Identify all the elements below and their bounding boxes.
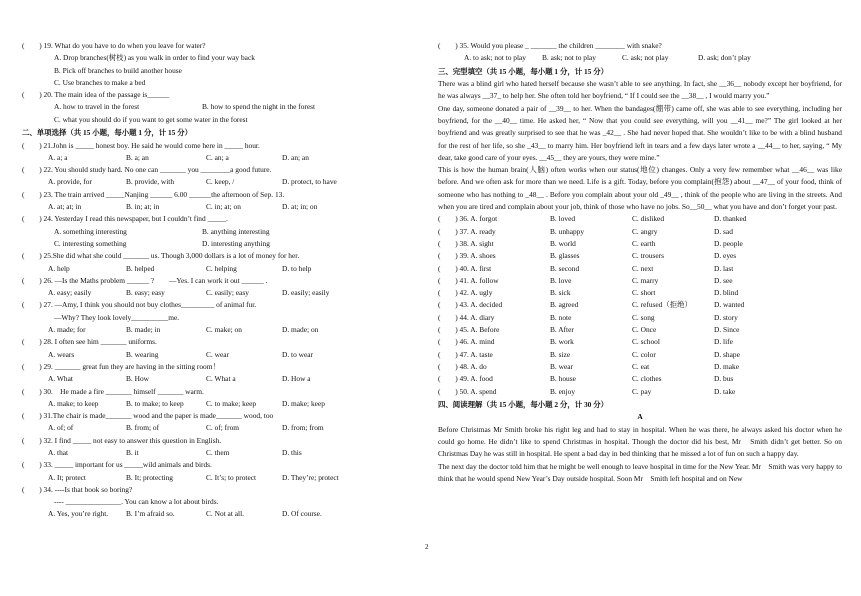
options-row bbox=[22, 472, 420, 484]
cloze-option: ( ) 41. A. follow bbox=[438, 275, 499, 285]
option-line: ---- _______________. You can know a lot about birds. bbox=[54, 497, 219, 507]
options-row bbox=[22, 349, 420, 361]
cloze-option: B. house bbox=[550, 374, 576, 384]
option: B. It; protecting bbox=[126, 472, 174, 482]
paragraph: The next day the doctor told him that he might be well enough to leave hospital in time for the New Year. Mr Smith was very happy to think that he would spend New Year’s Day outside hospital. Soon Mr Smith left hospital and on New bbox=[438, 461, 842, 483]
cloze-option: C. short bbox=[632, 288, 656, 298]
option: B. how to spend the night in the forest bbox=[202, 102, 316, 112]
option: B. from; of bbox=[126, 423, 160, 433]
question-line: ( ) 30. He made a fire _______ himself _______ warm. bbox=[22, 386, 204, 396]
cloze-option: C. school bbox=[632, 337, 660, 347]
option-line: C. what you should do if you want to get some water in the forest bbox=[54, 114, 248, 124]
option: D. interesting anything bbox=[202, 238, 270, 248]
option: A. how to travel in the forest bbox=[54, 102, 140, 112]
options-row bbox=[22, 101, 420, 113]
option: C. It’s; to protect bbox=[206, 472, 257, 482]
cloze-option: D. story bbox=[714, 312, 738, 322]
cloze-option: C. clothes bbox=[632, 374, 662, 384]
cloze-option: B. glasses bbox=[550, 251, 580, 261]
option: B. ask; not to play bbox=[542, 53, 596, 63]
option: D. protect, to have bbox=[282, 177, 337, 187]
option: C. What a bbox=[206, 374, 236, 384]
cloze-option-row bbox=[438, 213, 842, 225]
option: C. keep, / bbox=[206, 177, 235, 187]
option: C. them bbox=[206, 448, 230, 457]
cloze-option: ( ) 45. A. Before bbox=[438, 325, 500, 335]
cloze-option-row bbox=[438, 349, 842, 361]
cloze-option-row bbox=[438, 226, 842, 238]
option: B. I’m afraid so. bbox=[126, 509, 175, 519]
question-line: ( ) 28. I often see him _______ uniforms. bbox=[22, 337, 157, 347]
options-row bbox=[22, 287, 420, 299]
cloze-option: D. shape bbox=[714, 349, 740, 359]
cloze-option: C. marry bbox=[632, 275, 659, 285]
cloze-option: B. unhappy bbox=[550, 226, 585, 236]
cloze-option: C. Once bbox=[632, 325, 657, 335]
option: D. easily; easily bbox=[282, 288, 330, 298]
cloze-option: ( ) 48. A. do bbox=[438, 361, 487, 371]
section-header: 二、单项选择（共 15 小题，每小题 1 分，计 15 分） bbox=[22, 128, 192, 138]
cloze-option: D. people bbox=[714, 238, 743, 248]
question-line: ( ) 33. _____ important for us _____wild animals and birds. bbox=[22, 460, 212, 470]
question-line: ( ) 22. You should study hard. No one can _______ you ________a good future. bbox=[22, 165, 272, 175]
option: D. an; an bbox=[282, 152, 309, 162]
option: B. wearing bbox=[126, 349, 159, 359]
cloze-option: B. sick bbox=[550, 288, 571, 298]
option: B. it bbox=[126, 448, 139, 457]
cloze-option: ( ) 46. A. mind bbox=[438, 337, 495, 347]
question-line: ( ) 23. The train arrived _____Nanjing ______ 6.00 ______the afternoon of Sep. 13. bbox=[22, 189, 285, 199]
option: B. easy; easy bbox=[126, 288, 165, 298]
cloze-option: D. eyes bbox=[714, 251, 737, 261]
option: B. made; in bbox=[126, 325, 161, 335]
option: C. make; on bbox=[206, 325, 242, 335]
option: C. to make; keep bbox=[206, 398, 257, 408]
option: A. help bbox=[48, 263, 70, 273]
options-row bbox=[22, 447, 420, 459]
cloze-option: B. loved bbox=[550, 214, 576, 224]
cloze-option: B. world bbox=[550, 238, 576, 248]
left-column bbox=[22, 40, 420, 521]
cloze-option: D. make bbox=[714, 361, 740, 371]
cloze-option: C. color bbox=[632, 349, 656, 359]
option: A. make; to keep bbox=[48, 398, 99, 408]
cloze-option: B. work bbox=[550, 337, 574, 347]
option: B. helped bbox=[126, 263, 155, 273]
cloze-passage bbox=[438, 78, 842, 213]
option: C. an; a bbox=[206, 152, 229, 162]
question-line: ( ) 20. The main idea of the passage is______ bbox=[22, 90, 170, 100]
cloze-option: D. bus bbox=[714, 374, 734, 384]
cloze-option-row bbox=[438, 312, 842, 324]
cloze-option: B. wear bbox=[550, 361, 573, 371]
question-line: ( ) 24. Yesterday I read this newspaper, but I couldn’t find _____. bbox=[22, 214, 228, 224]
cloze-option: D. life bbox=[714, 337, 733, 347]
option: A. Yes, you’re right. bbox=[48, 509, 109, 519]
question-line: ( ) 25.She did what she could _______ us. Though 3,000 dollars is a lot of money for her. bbox=[22, 251, 300, 261]
question-line: ( ) 19. What do you have to do when you leave for water? bbox=[22, 41, 206, 50]
cloze-option: ( ) 44. A. diary bbox=[438, 312, 495, 322]
cloze-option: C. next bbox=[632, 263, 654, 273]
paragraph: Before Christmas Mr Smith broke his right leg and had to stay in hospital. When he was there, he always asked his doctor when he could go home. He didn’t like to spend Christmas in hospital. Though the doctor did his best, Mr Smith didn’t get better. So on Christmas Day he was still in hospital. He spent a bad day in bed thinking that he missed a lot of fun on such a happy day. bbox=[438, 424, 842, 459]
cloze-option: ( ) 40. A. first bbox=[438, 263, 492, 273]
question-line: ( ) 32. I find _____ not easy to answer this question in English. bbox=[22, 435, 222, 445]
cloze-option: C. earth bbox=[632, 238, 656, 248]
option: B. How bbox=[126, 374, 149, 384]
question-line: ( ) 29. _______ great fun they are having in the sitting room！ bbox=[22, 361, 220, 371]
options-row bbox=[22, 152, 420, 164]
cloze-option: ( ) 42. A. ugly bbox=[438, 288, 493, 298]
cloze-option-row bbox=[438, 263, 842, 275]
option-line: C. Use branches to make a bed bbox=[54, 77, 146, 87]
cloze-option: D. thanked bbox=[714, 214, 747, 224]
question-line: ( ) 35. Would you please _ _______ the children ________ with snake? bbox=[438, 41, 662, 50]
options-row bbox=[22, 508, 420, 520]
cloze-options bbox=[438, 213, 842, 397]
cloze-option-row bbox=[438, 386, 842, 398]
cloze-option: B. After bbox=[550, 325, 574, 335]
option: D. They’re; protect bbox=[282, 472, 339, 482]
options-row bbox=[22, 373, 420, 385]
options-row bbox=[22, 324, 420, 336]
option: A. a; a bbox=[48, 152, 68, 162]
paragraph: This is how the human brain(人脑) often works when our status(地位) changes. Only a very few remember what __46__ was like before. And we often ask for more than we need. Life is a gift. Today, before you complain(抱怨) about __47__ of your food, think of someone who has nothing to _48__ . Before you complain about your old _49__ , think of the people who are living in the streets. And when you are tired and complain about your job, think of those who have no jobs. So__50__ what you have and don’t forget your past. bbox=[438, 165, 842, 212]
cloze-option: D. Since bbox=[714, 325, 740, 335]
option: D. made; on bbox=[282, 325, 319, 335]
cloze-option: ( ) 43. A. decided bbox=[438, 300, 503, 310]
cloze-option: C. pay bbox=[632, 386, 652, 396]
option-line: —Why? They look lovely__________me. bbox=[54, 312, 180, 322]
option: A. What bbox=[48, 374, 73, 384]
option-line: B. Pick off branches to build another house bbox=[54, 65, 182, 75]
question-line: ( ) 34. ----Is that book so boring? bbox=[22, 484, 133, 494]
options-row bbox=[22, 201, 420, 213]
cloze-option: C. trousers bbox=[632, 251, 665, 261]
option: A. of; of bbox=[48, 423, 74, 433]
question-line: ( ) 27. —Amy, I think you should not buy clothes_________ of animal fur. bbox=[22, 300, 257, 310]
cloze-option: ( ) 50. A. spend bbox=[438, 386, 497, 396]
cloze-option-row bbox=[438, 250, 842, 262]
cloze-option: ( ) 36. A. forgot bbox=[438, 214, 498, 224]
question-35-block bbox=[438, 40, 842, 78]
option: C. in; at; on bbox=[206, 202, 241, 212]
option: A. wears bbox=[48, 349, 75, 359]
cloze-option: ( ) 47. A. taste bbox=[438, 349, 493, 359]
cloze-option: D. wanted bbox=[714, 300, 745, 310]
cloze-option: C. song bbox=[632, 312, 655, 322]
option: D. to help bbox=[282, 263, 312, 273]
option: A. that bbox=[48, 448, 69, 457]
option: D. this bbox=[282, 448, 302, 457]
option: A. to ask; not to play bbox=[464, 53, 526, 63]
option: D. to wear bbox=[282, 349, 313, 359]
option: A. It; protect bbox=[48, 472, 86, 482]
cloze-option: C. refused（拒绝） bbox=[632, 300, 692, 310]
cloze-option: D. see bbox=[714, 275, 733, 285]
cloze-option-row bbox=[438, 287, 842, 299]
options-row bbox=[438, 52, 842, 64]
option: B. a; an bbox=[126, 152, 149, 162]
cloze-option: C. angry bbox=[632, 226, 658, 236]
cloze-option: ( ) 49. A. food bbox=[438, 374, 493, 384]
cloze-option: B. note bbox=[550, 312, 572, 322]
option: A. easy; easily bbox=[48, 288, 92, 298]
cloze-option: ( ) 39. A. shoes bbox=[438, 251, 496, 261]
options-row bbox=[22, 226, 420, 238]
section-header: 三、完型填空（共 15 小题，每小题 1 分，计 15 分） bbox=[438, 66, 608, 76]
option: C. interesting something bbox=[54, 238, 127, 248]
page-number: 2 bbox=[425, 543, 429, 551]
option: D. ask; don’t play bbox=[698, 53, 751, 63]
option: D. from; from bbox=[282, 423, 324, 433]
option: B. to make; to keep bbox=[126, 398, 184, 408]
cloze-option: D. sad bbox=[714, 226, 733, 236]
option: A. made; for bbox=[48, 325, 86, 335]
option: B. anything interesting bbox=[202, 226, 270, 236]
option: D. at; in; on bbox=[282, 202, 318, 212]
option: C. of; from bbox=[206, 423, 240, 433]
cloze-option: ( ) 38. A. sight bbox=[438, 238, 494, 248]
cloze-option: ( ) 37. A. ready bbox=[438, 226, 496, 236]
cloze-option: D. take bbox=[714, 386, 736, 396]
option: D. make; keep bbox=[282, 398, 325, 408]
option: D. Of course. bbox=[282, 509, 322, 519]
cloze-option: B. love bbox=[550, 275, 572, 285]
cloze-option: C. eat bbox=[632, 361, 650, 371]
cloze-option-row bbox=[438, 275, 842, 287]
cloze-option: B. second bbox=[550, 263, 580, 273]
options-row bbox=[22, 263, 420, 275]
cloze-option-row bbox=[438, 324, 842, 336]
cloze-option-row bbox=[438, 336, 842, 348]
option: C. helping bbox=[206, 263, 237, 273]
option: C. easily; easy bbox=[206, 288, 249, 298]
option: B. in; at; in bbox=[126, 202, 160, 212]
option: C. Not at all. bbox=[206, 509, 244, 519]
question-line: ( ) 31.The chair is made_______ wood and the paper is made_______ wood, too bbox=[22, 411, 274, 421]
reading-section-header: 四、阅读理解（共 15 小题，每小题 2 分，计 30 分） bbox=[438, 399, 608, 409]
cloze-option-row bbox=[438, 361, 842, 373]
option: C. ask; not play bbox=[622, 53, 669, 63]
option: A. at; at; in bbox=[48, 202, 82, 212]
cloze-option-row bbox=[438, 373, 842, 385]
option: C. wear bbox=[206, 349, 229, 359]
option: D. How a bbox=[282, 374, 311, 384]
question-line: ( ) 21.John is _____ honest boy. He said he would come here in _____ hour. bbox=[22, 140, 260, 150]
paragraph: One day, someone donated a pair of __39__ to her. When the bandages(绷带) came off, she was able to see everything, including her boyfriend, for the __40__ time. He asked her, “ Now that you could see everything, will you __41__ me?” The girl looked at her boyfriend and was greatly surprised to see that he was _42__ . She had never hoped that. She wouldn’t like to be with a blind husband for the rest of her life, so she _43__ to marry him. Her boyfriend left in tears and a few days later wrote a __44__ to her, saying, “ My dear, take good care of your eyes. __45__ they are yours, they were mine.” bbox=[438, 103, 842, 162]
cloze-option: D. blind bbox=[714, 288, 739, 298]
cloze-option-row bbox=[438, 299, 842, 311]
options-row bbox=[22, 422, 420, 434]
option: A. provide, for bbox=[48, 177, 92, 187]
options-row bbox=[22, 176, 420, 188]
cloze-option: C. disliked bbox=[632, 214, 665, 224]
cloze-option: D. last bbox=[714, 263, 734, 273]
cloze-option: B. enjoy bbox=[550, 386, 576, 396]
passage-a-label: A bbox=[637, 412, 643, 422]
option: A. something interesting bbox=[54, 226, 127, 236]
cloze-option: B. agreed bbox=[550, 300, 579, 310]
option-line: A. Drop branches(树枝) as you walk in order to find your way back bbox=[54, 53, 255, 63]
cloze-option: B. size bbox=[550, 349, 571, 359]
option: B. provide, with bbox=[126, 177, 175, 187]
reading-passage-a bbox=[438, 424, 842, 485]
cloze-option-row bbox=[438, 238, 842, 250]
question-line: ( ) 26. —Is the Maths problem ______ ? —Yes. I can work it out ______ . bbox=[22, 275, 268, 285]
paragraph: There was a blind girl who hated herself because she wasn’t able to see anything. In fact, she __36__ nobody except her boyfriend, for he was always __37_ to help her. She often told her boyfriend, “ If I could see the __38__ , I would marry you.” bbox=[438, 79, 842, 101]
options-row bbox=[22, 398, 420, 410]
options-row bbox=[22, 238, 420, 250]
right-column bbox=[438, 40, 842, 485]
